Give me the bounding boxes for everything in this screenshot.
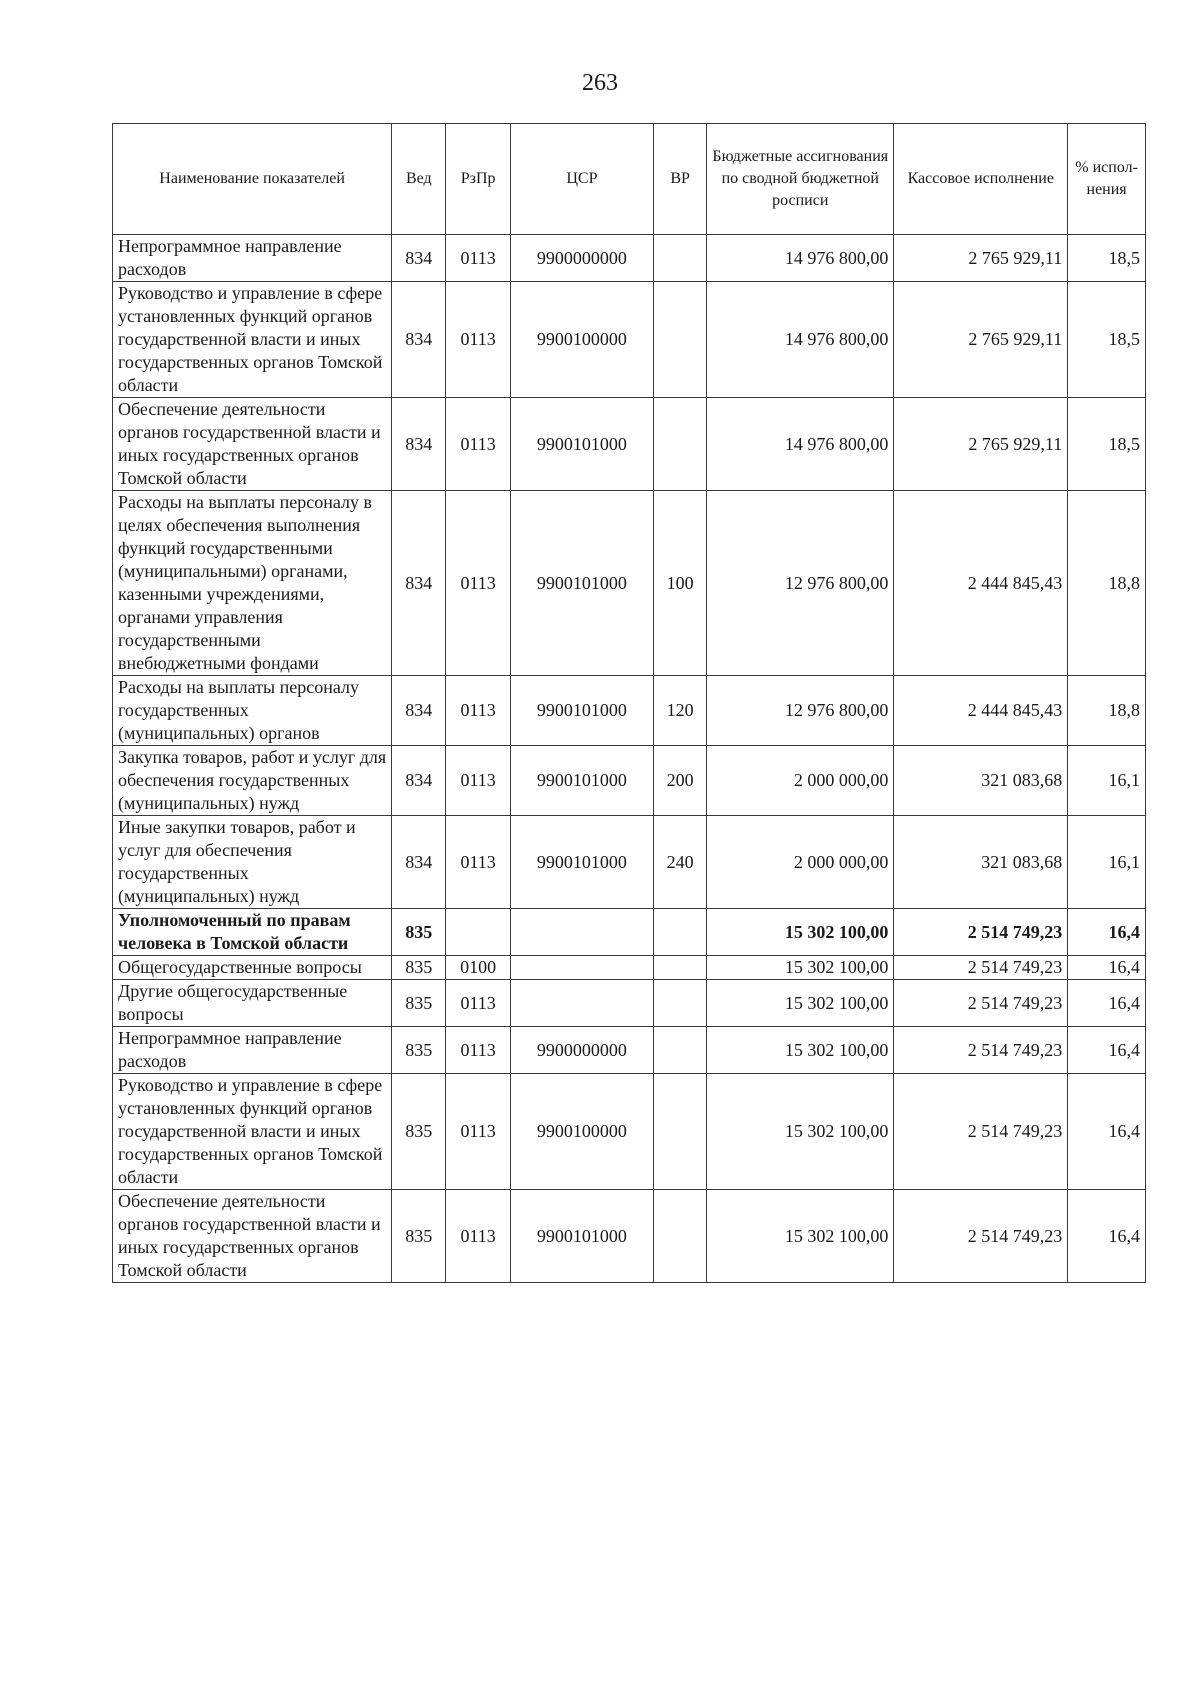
cell-vr <box>654 956 707 980</box>
cell-percent: 18,8 <box>1068 491 1146 676</box>
cell-rzpr: 0113 <box>446 816 510 909</box>
cell-ved: 834 <box>392 282 446 398</box>
cell-executed: 2 765 929,11 <box>894 282 1068 398</box>
cell-rzpr: 0113 <box>446 491 510 676</box>
cell-percent: 18,5 <box>1068 282 1146 398</box>
cell-vr: 200 <box>654 746 707 816</box>
cell-name: Расходы на выплаты персоналу государственных (муниципальных) органов <box>113 676 392 746</box>
cell-ved: 834 <box>392 676 446 746</box>
cell-assigned: 12 976 800,00 <box>707 491 894 676</box>
cell-csr: 9900100000 <box>510 1074 653 1190</box>
cell-executed: 2 514 749,23 <box>894 980 1068 1027</box>
cell-executed: 2 765 929,11 <box>894 398 1068 491</box>
cell-ved: 835 <box>392 1027 446 1074</box>
cell-percent: 16,4 <box>1068 1027 1146 1074</box>
cell-assigned: 12 976 800,00 <box>707 676 894 746</box>
header-assigned: Бюджетные ассигнования по сводной бюджетной росписи <box>707 124 894 235</box>
cell-percent: 16,4 <box>1068 980 1146 1027</box>
cell-csr: 9900101000 <box>510 398 653 491</box>
cell-name: Руководство и управление в сфере установленных функций органов государственной власти и иных государственных органов Томской области <box>113 282 392 398</box>
cell-csr: 9900101000 <box>510 1190 653 1283</box>
cell-csr: 9900000000 <box>510 1027 653 1074</box>
cell-percent: 18,5 <box>1068 398 1146 491</box>
cell-name: Обеспечение деятельности органов государственной власти и иных государственных органов Томской области <box>113 398 392 491</box>
table-row <box>113 1190 1146 1283</box>
cell-csr: 9900100000 <box>510 282 653 398</box>
cell-assigned: 15 302 100,00 <box>707 1027 894 1074</box>
cell-rzpr: 0113 <box>446 1027 510 1074</box>
cell-percent: 16,1 <box>1068 746 1146 816</box>
header-ved: Вед <box>392 124 446 235</box>
cell-vr <box>654 235 707 282</box>
cell-rzpr: 0113 <box>446 746 510 816</box>
cell-executed: 2 444 845,43 <box>894 676 1068 746</box>
table-row <box>113 282 1146 398</box>
header-vr: ВР <box>654 124 707 235</box>
table-row <box>113 746 1146 816</box>
header-name: Наименование показателей <box>113 124 392 235</box>
cell-rzpr <box>446 909 510 956</box>
cell-csr: 9900101000 <box>510 491 653 676</box>
cell-executed: 2 444 845,43 <box>894 491 1068 676</box>
cell-vr <box>654 1074 707 1190</box>
header-percent: % испол-нения <box>1068 124 1146 235</box>
cell-vr: 240 <box>654 816 707 909</box>
cell-rzpr: 0100 <box>446 956 510 980</box>
cell-rzpr: 0113 <box>446 676 510 746</box>
cell-name: Расходы на выплаты персоналу в целях обеспечения выполнения функций государственными (муниципальными) органами, казенными учреждениями, органами управления государственными внебюджетными фондами <box>113 491 392 676</box>
cell-name: Непрограммное направление расходов <box>113 235 392 282</box>
cell-ved: 834 <box>392 235 446 282</box>
cell-name: Закупка товаров, работ и услуг для обеспечения государственных (муниципальных) нужд <box>113 746 392 816</box>
cell-name: Иные закупки товаров, работ и услуг для обеспечения государственных (муниципальных) нужд <box>113 816 392 909</box>
table-header <box>113 124 1146 235</box>
cell-csr: 9900000000 <box>510 235 653 282</box>
cell-name: Обеспечение деятельности органов государственной власти и иных государственных органов Томской области <box>113 1190 392 1283</box>
cell-executed: 321 083,68 <box>894 816 1068 909</box>
table-row <box>113 398 1146 491</box>
cell-rzpr: 0113 <box>446 282 510 398</box>
header-executed: Кассовое исполнение <box>894 124 1068 235</box>
cell-name: Уполномоченный по правам человека в Томской области <box>113 909 392 956</box>
cell-ved: 835 <box>392 1074 446 1190</box>
cell-percent: 16,4 <box>1068 1190 1146 1283</box>
cell-assigned: 15 302 100,00 <box>707 1074 894 1190</box>
cell-executed: 2 514 749,23 <box>894 1074 1068 1190</box>
table-row <box>113 956 1146 980</box>
cell-ved: 834 <box>392 816 446 909</box>
cell-percent: 18,8 <box>1068 676 1146 746</box>
cell-ved: 835 <box>392 909 446 956</box>
cell-ved: 835 <box>392 956 446 980</box>
table-row <box>113 909 1146 956</box>
cell-assigned: 14 976 800,00 <box>707 282 894 398</box>
cell-ved: 834 <box>392 491 446 676</box>
cell-assigned: 2 000 000,00 <box>707 816 894 909</box>
budget-table <box>112 123 1146 1283</box>
cell-vr: 100 <box>654 491 707 676</box>
table-row <box>113 1074 1146 1190</box>
cell-vr <box>654 282 707 398</box>
cell-csr: 9900101000 <box>510 746 653 816</box>
cell-executed: 2 765 929,11 <box>894 235 1068 282</box>
cell-assigned: 2 000 000,00 <box>707 746 894 816</box>
cell-executed: 2 514 749,23 <box>894 1190 1068 1283</box>
cell-vr <box>654 909 707 956</box>
cell-csr <box>510 909 653 956</box>
cell-rzpr: 0113 <box>446 980 510 1027</box>
cell-name: Непрограммное направление расходов <box>113 1027 392 1074</box>
cell-name: Общегосударственные вопросы <box>113 956 392 980</box>
cell-vr <box>654 1027 707 1074</box>
cell-assigned: 15 302 100,00 <box>707 980 894 1027</box>
cell-rzpr: 0113 <box>446 1190 510 1283</box>
table-row <box>113 676 1146 746</box>
cell-executed: 2 514 749,23 <box>894 956 1068 980</box>
cell-vr <box>654 1190 707 1283</box>
page-number: 263 <box>582 70 618 96</box>
cell-assigned: 15 302 100,00 <box>707 909 894 956</box>
cell-rzpr: 0113 <box>446 1074 510 1190</box>
cell-percent: 16,4 <box>1068 909 1146 956</box>
table-row <box>113 980 1146 1027</box>
cell-ved: 834 <box>392 398 446 491</box>
table-body <box>113 235 1146 1283</box>
cell-csr <box>510 980 653 1027</box>
cell-assigned: 14 976 800,00 <box>707 398 894 491</box>
cell-csr: 9900101000 <box>510 816 653 909</box>
cell-csr: 9900101000 <box>510 676 653 746</box>
table-row <box>113 816 1146 909</box>
cell-ved: 835 <box>392 1190 446 1283</box>
cell-vr <box>654 398 707 491</box>
table-row <box>113 1027 1146 1074</box>
table-row <box>113 235 1146 282</box>
cell-ved: 834 <box>392 746 446 816</box>
cell-csr <box>510 956 653 980</box>
cell-name: Другие общегосударственные вопросы <box>113 980 392 1027</box>
cell-executed: 2 514 749,23 <box>894 909 1068 956</box>
cell-vr: 120 <box>654 676 707 746</box>
cell-percent: 16,4 <box>1068 956 1146 980</box>
cell-executed: 2 514 749,23 <box>894 1027 1068 1074</box>
cell-rzpr: 0113 <box>446 235 510 282</box>
cell-percent: 18,5 <box>1068 235 1146 282</box>
header-csr: ЦСР <box>510 124 653 235</box>
cell-rzpr: 0113 <box>446 398 510 491</box>
cell-ved: 835 <box>392 980 446 1027</box>
cell-assigned: 14 976 800,00 <box>707 235 894 282</box>
cell-percent: 16,4 <box>1068 1074 1146 1190</box>
cell-percent: 16,1 <box>1068 816 1146 909</box>
header-rzpr: РзПр <box>446 124 510 235</box>
cell-assigned: 15 302 100,00 <box>707 956 894 980</box>
cell-name: Руководство и управление в сфере установленных функций органов государственной власти и иных государственных органов Томской области <box>113 1074 392 1190</box>
cell-vr <box>654 980 707 1027</box>
cell-assigned: 15 302 100,00 <box>707 1190 894 1283</box>
table-row <box>113 491 1146 676</box>
cell-executed: 321 083,68 <box>894 746 1068 816</box>
